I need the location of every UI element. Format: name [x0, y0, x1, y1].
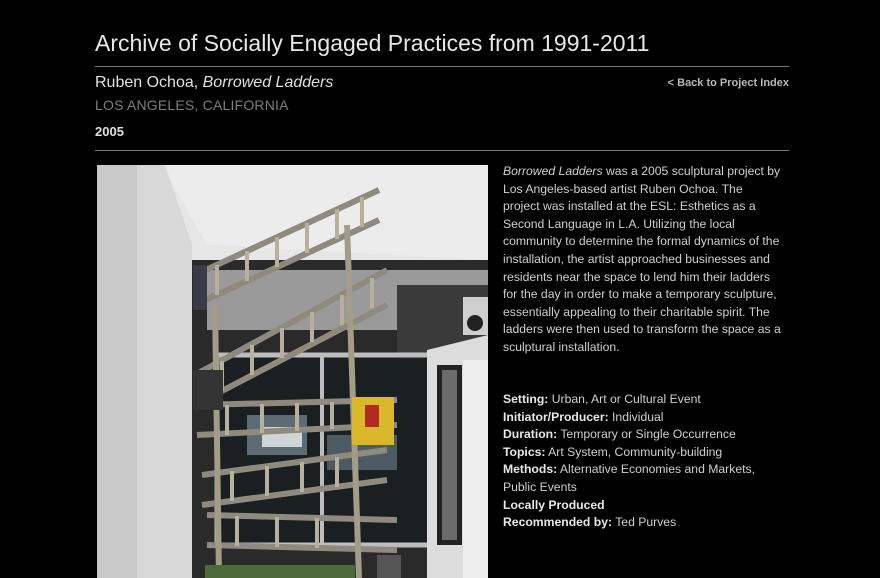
section-divider: [95, 150, 789, 151]
heading-separator: ,: [193, 74, 203, 91]
meta-label: Setting:: [503, 392, 549, 406]
description-text: was a 2005 sculptural project by Los Angeles-based artist Ruben Ochoa. The project was installed at the ESL: Esthetics as a Second Language in L.A. Utilizing the local community to determine the formal dynamics of the installation, the artist approached businesses and residents near the space to lend him their ladders for the day in order to make a temporary sculpture, essentially appealing to their charitable spirit. The ladders were then used to transform the space as a sculptural installation.: [503, 164, 781, 354]
meta-label: Methods:: [503, 462, 558, 477]
artist-name: Ruben Ochoa: [95, 74, 194, 91]
project-year: 2005: [95, 124, 124, 139]
meta-recommended-by: [503, 514, 785, 532]
meta-label: Initiator/Producer:: [503, 409, 609, 424]
back-to-project-index-link[interactable]: < Back to Project Index: [667, 77, 789, 89]
meta-initiator-producer: [503, 409, 785, 427]
meta-topics: [503, 444, 785, 462]
project-heading: [95, 74, 333, 92]
meta-methods: [503, 461, 785, 496]
meta-label: Recommended by:: [503, 515, 613, 530]
meta-setting: [503, 391, 785, 409]
project-description: [503, 163, 781, 357]
meta-label: Duration:: [503, 427, 558, 442]
site-title[interactable]: Archive of Socially Engaged Practices from 1991-2011: [95, 30, 650, 56]
meta-locally-produced: [503, 497, 785, 515]
meta-duration: [503, 426, 785, 444]
meta-value: Individual: [608, 409, 664, 424]
meta-label: Locally Produced: [503, 497, 605, 512]
meta-value: Urban, Art or Cultural Event: [548, 392, 701, 406]
project-metadata: [503, 391, 785, 532]
meta-value: Ted Purves: [612, 515, 677, 530]
description-work-title: Borrowed Ladders: [503, 164, 603, 178]
meta-value: Temporary or Single Occurrence: [557, 427, 736, 442]
project-location: LOS ANGELES, CALIFORNIA: [95, 97, 289, 113]
project-photo: [97, 165, 488, 578]
meta-label: Topics:: [503, 444, 546, 459]
header-divider: [95, 66, 789, 67]
meta-value: Alternative Economies and Markets, Public Events: [503, 462, 755, 494]
meta-value: Art System, Community-building: [545, 444, 723, 459]
work-title: Borrowed Ladders: [202, 74, 334, 91]
